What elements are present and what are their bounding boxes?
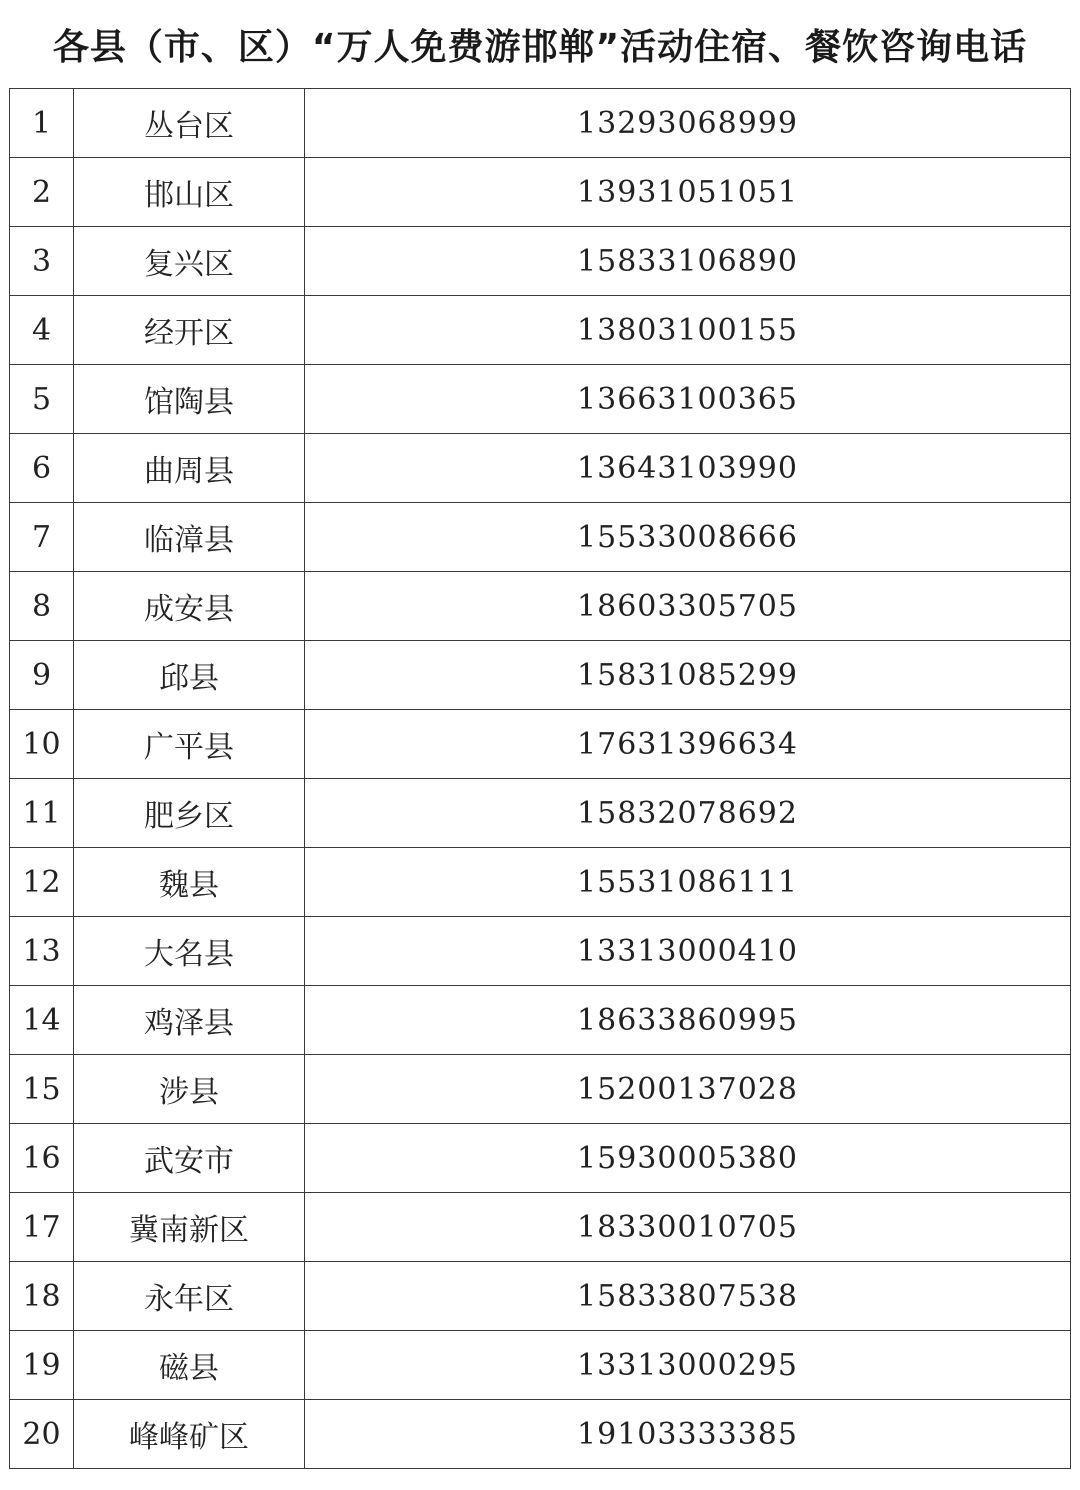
area-name: 临漳县 (74, 503, 305, 572)
phone-number: 17631396634 (305, 710, 1071, 779)
table-row (10, 848, 1071, 917)
phone-number: 15533008666 (305, 503, 1071, 572)
phone-number: 13663100365 (305, 365, 1071, 434)
area-name: 武安市 (74, 1124, 305, 1193)
area-name: 大名县 (74, 917, 305, 986)
row-number: 13 (10, 917, 74, 986)
area-name: 复兴区 (74, 227, 305, 296)
phone-number: 15200137028 (305, 1055, 1071, 1124)
phone-number: 13803100155 (305, 296, 1071, 365)
area-name: 峰峰矿区 (74, 1400, 305, 1469)
area-name: 磁县 (74, 1331, 305, 1400)
area-name: 成安县 (74, 572, 305, 641)
phone-number: 15833807538 (305, 1262, 1071, 1331)
row-number: 1 (10, 89, 74, 158)
phone-number: 13643103990 (305, 434, 1071, 503)
row-number: 3 (10, 227, 74, 296)
table-row (10, 917, 1071, 986)
area-name: 邱县 (74, 641, 305, 710)
phone-number: 13931051051 (305, 158, 1071, 227)
phone-number: 18603305705 (305, 572, 1071, 641)
table-row (10, 572, 1071, 641)
table-row (10, 503, 1071, 572)
table-row (10, 296, 1071, 365)
area-name: 涉县 (74, 1055, 305, 1124)
row-number: 19 (10, 1331, 74, 1400)
page-title: 各县（市、区）“万人免费游邯郸”活动住宿、餐饮咨询电话 (52, 26, 1028, 68)
row-number: 2 (10, 158, 74, 227)
row-number: 17 (10, 1193, 74, 1262)
table-row (10, 1193, 1071, 1262)
phone-number: 13313000295 (305, 1331, 1071, 1400)
table-row (10, 158, 1071, 227)
row-number: 4 (10, 296, 74, 365)
phone-number: 19103333385 (305, 1400, 1071, 1469)
row-number: 14 (10, 986, 74, 1055)
table-row (10, 227, 1071, 296)
phone-number: 15930005380 (305, 1124, 1071, 1193)
area-name: 经开区 (74, 296, 305, 365)
phone-number: 13293068999 (305, 89, 1071, 158)
area-name: 广平县 (74, 710, 305, 779)
table-row (10, 1124, 1071, 1193)
table-row (10, 434, 1071, 503)
area-name: 魏县 (74, 848, 305, 917)
table-row (10, 986, 1071, 1055)
area-name: 冀南新区 (74, 1193, 305, 1262)
row-number: 15 (10, 1055, 74, 1124)
table-row (10, 1055, 1071, 1124)
table-row (10, 641, 1071, 710)
row-number: 18 (10, 1262, 74, 1331)
contact-table (9, 88, 1071, 1469)
table-row (10, 89, 1071, 158)
area-name: 肥乡区 (74, 779, 305, 848)
table-row (10, 1262, 1071, 1331)
area-name: 丛台区 (74, 89, 305, 158)
row-number: 12 (10, 848, 74, 917)
row-number: 16 (10, 1124, 74, 1193)
row-number: 11 (10, 779, 74, 848)
table-row (10, 710, 1071, 779)
phone-number: 15833106890 (305, 227, 1071, 296)
table-row (10, 1331, 1071, 1400)
table-row (10, 365, 1071, 434)
phone-number: 15831085299 (305, 641, 1071, 710)
table-body (10, 89, 1071, 1469)
table-row (10, 1400, 1071, 1469)
area-name: 邯山区 (74, 158, 305, 227)
row-number: 10 (10, 710, 74, 779)
row-number: 5 (10, 365, 74, 434)
area-name: 永年区 (74, 1262, 305, 1331)
row-number: 20 (10, 1400, 74, 1469)
table-row (10, 779, 1071, 848)
area-name: 曲周县 (74, 434, 305, 503)
area-name: 馆陶县 (74, 365, 305, 434)
row-number: 9 (10, 641, 74, 710)
row-number: 6 (10, 434, 74, 503)
phone-number: 18633860995 (305, 986, 1071, 1055)
phone-number: 15531086111 (305, 848, 1071, 917)
phone-number: 13313000410 (305, 917, 1071, 986)
row-number: 8 (10, 572, 74, 641)
phone-number: 15832078692 (305, 779, 1071, 848)
area-name: 鸡泽县 (74, 986, 305, 1055)
row-number: 7 (10, 503, 74, 572)
phone-number: 18330010705 (305, 1193, 1071, 1262)
